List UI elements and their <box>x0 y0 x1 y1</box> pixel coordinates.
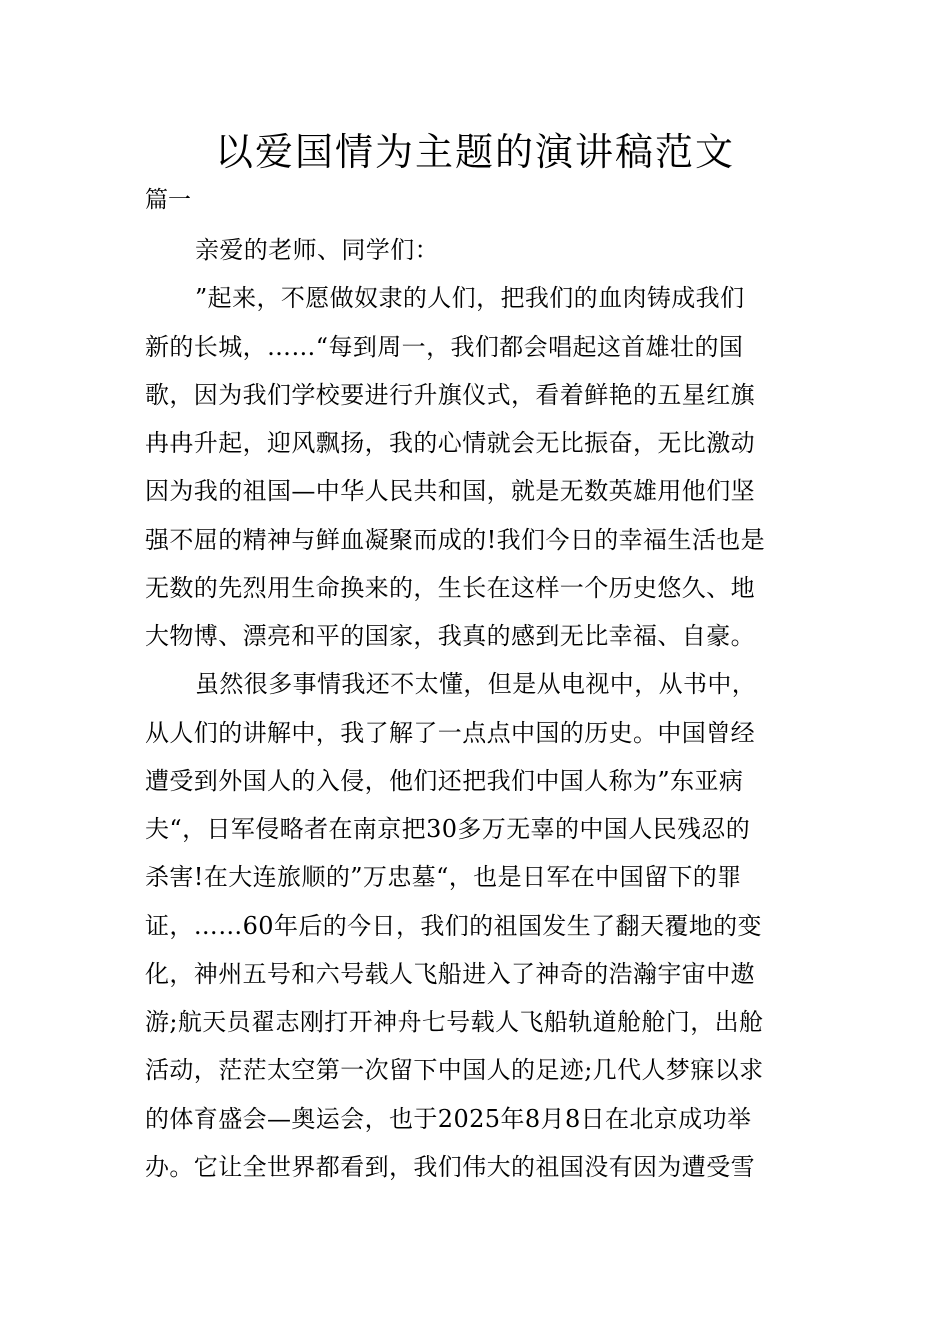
text-line: 化，神州五号和六号载人飞船进入了神奇的浩瀚宇宙中遨 <box>145 959 755 988</box>
text-line: ”起来，不愿做奴隶的人们，把我们的血肉铸成我们 <box>195 284 745 313</box>
text-line: 冉冉升起，迎风飘扬，我的心情就会无比振奋，无比激动 <box>145 429 755 457</box>
text-line: 游;航天员翟志刚打开神舟七号载人飞船轨道舱舱门，出舱 <box>145 1008 764 1036</box>
text-line: 无数的先烈用生命换来的，生长在这样一个历史悠久、地 <box>145 573 755 602</box>
text-line: 杀害!在大连旅顺的”万忠墓“，也是日军在中国留下的罪 <box>145 863 742 892</box>
text-line: 新的长城，……“每到周一，我们都会唱起这首雄壮的国 <box>145 332 744 361</box>
section-label: 篇一 <box>145 187 191 213</box>
text-line: 的体育盛会—奥运会，也于2025年8月8日在北京成功举 <box>145 1104 752 1133</box>
text-line: 办。它让全世界都看到，我们伟大的祖国没有因为遭受雪 <box>145 1152 755 1181</box>
text-line: 夫“，日军侵略者在南京把30多万无辜的中国人民残忍的 <box>145 815 751 843</box>
document-body <box>145 226 805 1191</box>
text-line: 大物博、漂亮和平的国家，我真的感到无比幸福、自豪。 <box>145 622 755 650</box>
text-line: 强不屈的精神与鲜血凝聚而成的!我们今日的幸福生活也是 <box>145 525 766 554</box>
text-line: 亲爱的老师、同学们： <box>195 236 439 264</box>
text-line: 从人们的讲解中，我了解了一点点中国的历史。中国曾经 <box>145 718 755 747</box>
document-title: 以爱国情为主题的演讲稿范文 <box>214 130 735 174</box>
text-line: 歌，因为我们学校要进行升旗仪式，看着鲜艳的五星红旗 <box>145 380 755 409</box>
text-line: 虽然很多事情我还不太懂，但是从电视中，从书中， <box>195 670 757 699</box>
text-line: 活动，茫茫太空第一次留下中国人的足迹;几代人梦寐以求 <box>145 1056 764 1085</box>
text-line: 遭受到外国人的入侵，他们还把我们中国人称为”东亚病 <box>145 766 744 795</box>
text-line: 因为我的祖国—中华人民共和国，就是无数英雄用他们坚 <box>145 477 755 506</box>
text-line: 证，……60年后的今日，我们的祖国发生了翻天覆地的变 <box>145 911 762 940</box>
